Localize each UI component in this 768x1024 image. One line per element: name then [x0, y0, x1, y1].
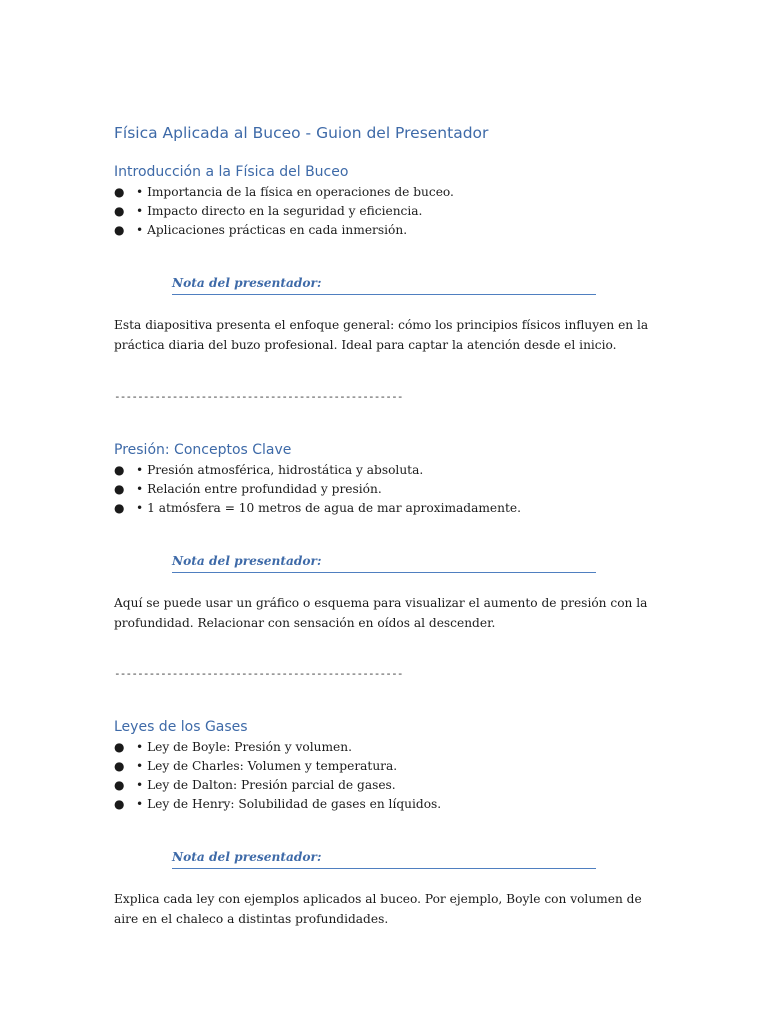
document-title: Física Aplicada al Buceo - Guion del Presentador — [114, 124, 489, 142]
section-separator: -------------------------------------------------- — [114, 667, 403, 680]
presenter-note-text: Aquí se puede usar un gráfico o esquema para visualizar el aumento de presión con la profundidad. Relacionar con sensación en oídos al descender. — [114, 596, 648, 630]
list-item: ● • Ley de Dalton: Presión parcial de gases. — [114, 776, 674, 795]
section-leyes-gases — [114, 716, 674, 929]
list-item: ● • Importancia de la física en operaciones de buceo. — [114, 183, 674, 202]
bullet-icon: ● — [114, 482, 125, 496]
section-presion — [114, 439, 674, 633]
bullet-icon: ● — [114, 185, 125, 199]
list-item: ● • Relación entre profundidad y presión. — [114, 480, 674, 499]
presenter-note-text: Esta diapositiva presenta el enfoque general: cómo los principios físicos influyen en la práctica diaria del buzo profesional. Ideal para captar la atención desde el inicio. — [114, 318, 649, 352]
presenter-note-label: Nota del presentador: — [172, 554, 322, 568]
bullet-list — [114, 461, 674, 518]
bullet-icon: ● — [114, 463, 125, 477]
list-item: ● • Impacto directo en la seguridad y eficiencia. — [114, 202, 674, 221]
section-separator: -------------------------------------------------- — [114, 390, 403, 403]
list-item: ● • Presión atmosférica, hidrostática y absoluta. — [114, 461, 674, 480]
presenter-note-label: Nota del presentador: — [172, 850, 322, 864]
bullet-icon: ● — [114, 204, 125, 218]
note-divider — [172, 572, 596, 573]
presenter-note-header — [172, 846, 596, 869]
bullet-list — [114, 183, 674, 240]
list-item: ● • Ley de Charles: Volumen y temperatura. — [114, 757, 674, 776]
presenter-note-text: Explica cada ley con ejemplos aplicados al buceo. Por ejemplo, Boyle con volumen de aire en el chaleco a distintas profundidades. — [114, 892, 642, 926]
section-heading: Presión: Conceptos Clave — [114, 442, 292, 458]
bullet-list — [114, 738, 674, 814]
presenter-note-header — [172, 550, 596, 573]
list-item: ● • Aplicaciones prácticas en cada inmersión. — [114, 221, 674, 240]
list-item: ● • Ley de Boyle: Presión y volumen. — [114, 738, 674, 757]
note-divider — [172, 294, 596, 295]
bullet-icon: ● — [114, 223, 125, 237]
bullet-icon: ● — [114, 778, 125, 792]
bullet-icon: ● — [114, 797, 125, 811]
section-heading: Leyes de los Gases — [114, 719, 248, 735]
note-divider — [172, 868, 596, 869]
section-heading: Introducción a la Física del Buceo — [114, 164, 349, 180]
presenter-note-label: Nota del presentador: — [172, 276, 322, 290]
list-item: ● • Ley de Henry: Solubilidad de gases en líquidos. — [114, 795, 674, 814]
section-introduccion — [114, 161, 674, 355]
bullet-icon: ● — [114, 740, 125, 754]
bullet-icon: ● — [114, 501, 125, 515]
presenter-note-header — [172, 272, 596, 295]
list-item: ● • 1 atmósfera = 10 metros de agua de mar aproximadamente. — [114, 499, 674, 518]
bullet-icon: ● — [114, 759, 125, 773]
